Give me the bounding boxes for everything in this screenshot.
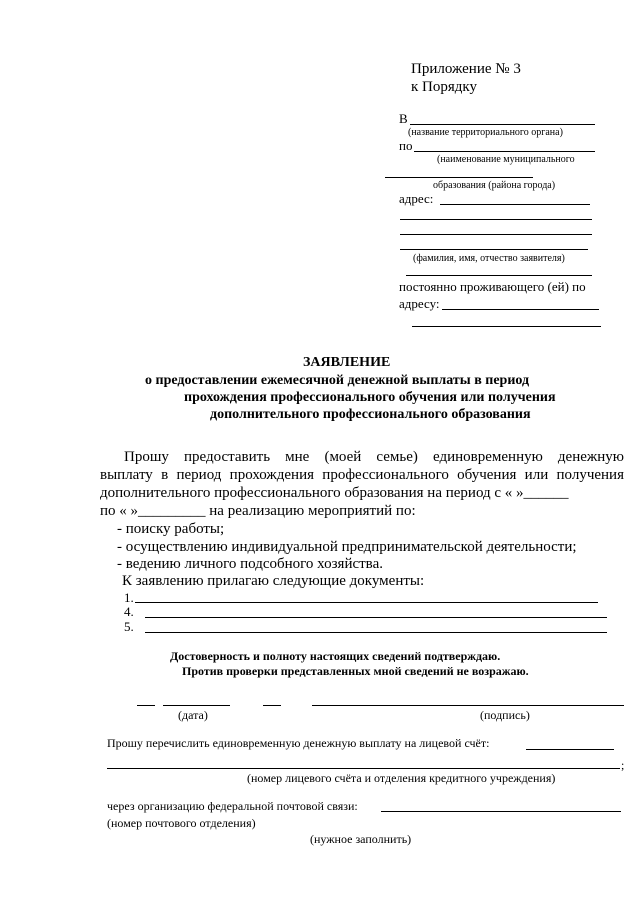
attachment-number-1: 1.: [124, 590, 134, 605]
postal-caption: (номер почтового отделения): [107, 816, 256, 830]
account-field-1[interactable]: [526, 749, 614, 750]
signature-caption: (подпись): [480, 708, 530, 722]
address-field-1[interactable]: [440, 204, 590, 205]
recipient-to-prefix: В: [399, 111, 408, 126]
title-line-2: прохождения профессионального обучения или получения: [184, 390, 556, 405]
account-request-text: Прошу перечислить единовременную денежную выплату на лицевой счёт:: [107, 736, 490, 750]
request-line-1: Прошу предоставить мне (моей семье) единовременную денежную: [124, 449, 624, 465]
attachment-number-4: 4.: [124, 604, 134, 619]
fio-field[interactable]: [400, 249, 588, 250]
attachment-field-5[interactable]: [145, 632, 607, 633]
attachment-number-5: 5.: [124, 619, 134, 634]
municipal-caption-1: (наименование муниципального: [437, 154, 575, 165]
residence-field-2[interactable]: [412, 326, 601, 327]
attachments-intro: К заявлению прилагаю следующие документы:: [122, 573, 425, 589]
account-field-2[interactable]: [107, 768, 620, 769]
fill-needed-note: (нужное заполнить): [310, 832, 412, 846]
request-line-4: по « »_________ на реализацию мероприятий по:: [100, 503, 416, 519]
account-caption: (номер лицевого счёта и отделения кредитного учреждения): [247, 771, 556, 785]
fio-field-2[interactable]: [406, 275, 592, 276]
account-semicolon: ;: [621, 758, 625, 772]
residence-field-1[interactable]: [442, 309, 599, 310]
confirmation-line-1: Достоверность и полноту настоящих сведений подтверждаю.: [170, 649, 501, 663]
date-month-field[interactable]: [163, 705, 230, 706]
date-caption: (дата): [178, 708, 208, 722]
address-label: адрес:: [399, 191, 434, 206]
attachment-field-1[interactable]: [135, 602, 598, 603]
recipient-by-prefix: по: [399, 138, 413, 153]
signature-field[interactable]: [312, 705, 624, 706]
document-title: ЗАЯВЛЕНИЕ: [303, 355, 391, 370]
title-line-1: о предоставлении ежемесячной денежной выплаты в период: [145, 373, 530, 388]
fio-caption: (фамилия, имя, отчество заявителя): [413, 253, 565, 264]
purpose-item-2: - осуществлению индивидуальной предпринимательской деятельности;: [117, 539, 577, 555]
territorial-body-field[interactable]: [410, 124, 595, 125]
annex-number: Приложение № 3: [411, 61, 521, 77]
municipal-caption-2: образования (района города): [433, 180, 556, 191]
date-year-field[interactable]: [263, 705, 281, 706]
request-line-2: выплату в период прохождения профессионального обучения или получения: [100, 467, 624, 483]
municipal-field[interactable]: [414, 151, 595, 152]
attachment-field-4[interactable]: [145, 617, 607, 618]
territorial-body-caption: (название территориального органа): [408, 127, 563, 138]
confirmation-line-2: Против проверки представленных мной сведений не возражаю.: [182, 664, 529, 678]
date-day-field[interactable]: [137, 705, 155, 706]
title-line-3: дополнительного профессионального образования: [210, 407, 531, 422]
residing-label-2: адресу:: [399, 296, 440, 311]
residing-label-1: постоянно проживающего (ей) по: [399, 279, 586, 294]
request-line-3: дополнительного профессионального образования на период с « »______: [100, 485, 569, 501]
address-field-2[interactable]: [400, 219, 592, 220]
address-field-3[interactable]: [400, 234, 592, 235]
annex-to-order: к Порядку: [411, 79, 477, 95]
postal-field[interactable]: [381, 811, 621, 812]
municipal-field-2[interactable]: [385, 177, 533, 178]
purpose-item-3: - ведению личного подсобного хозяйства.: [117, 556, 383, 572]
postal-label: через организацию федеральной почтовой связи:: [107, 799, 358, 813]
purpose-item-1: - поиску работы;: [117, 521, 225, 537]
